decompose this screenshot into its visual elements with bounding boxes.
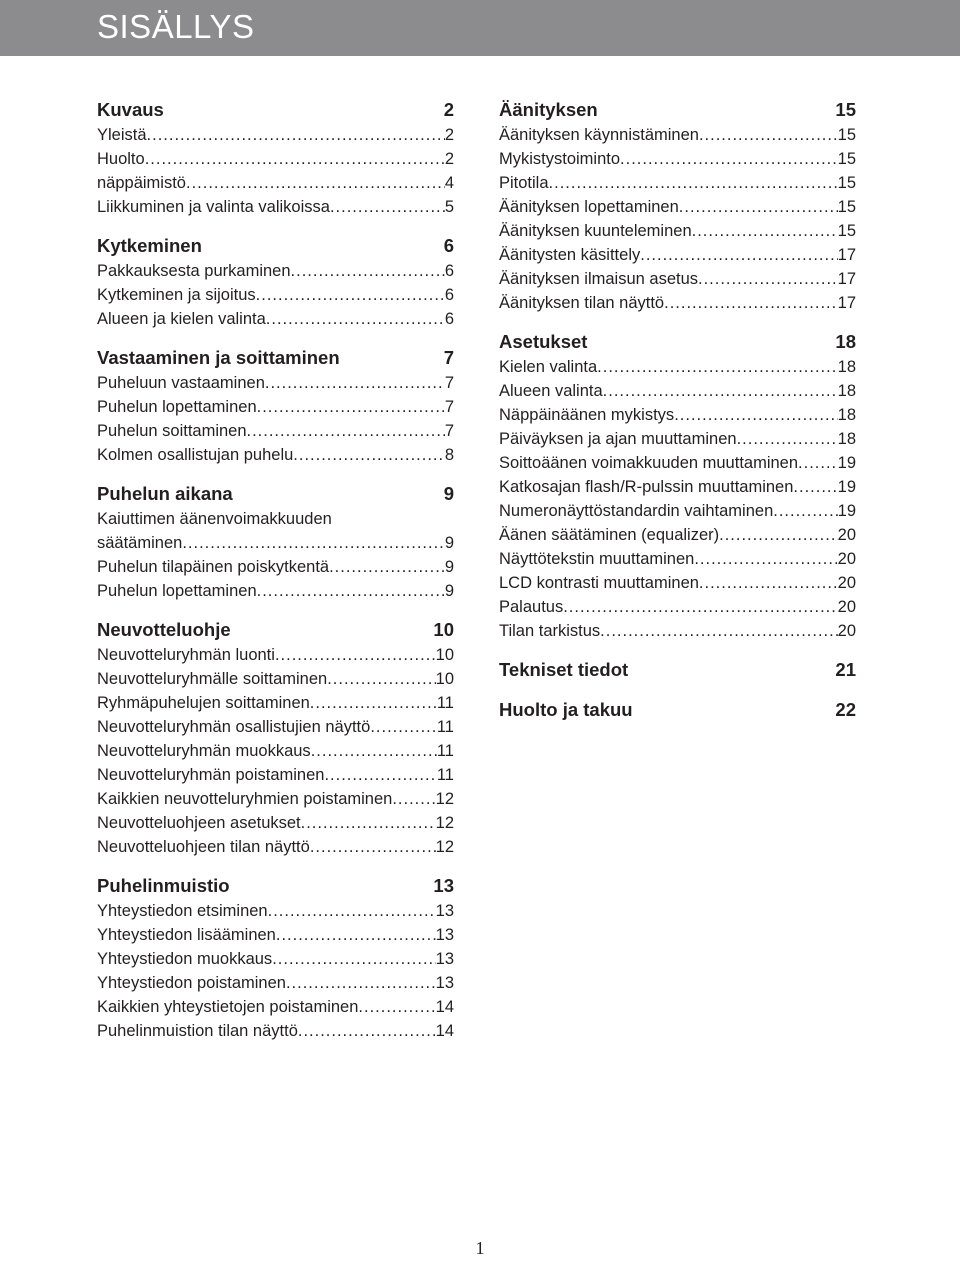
toc-entry-text: Puhelun lopettaminen — [97, 582, 257, 600]
toc-entry-page: 18 — [837, 430, 856, 448]
section-page: 6 — [443, 235, 454, 256]
toc-entry-text: Mykistystoiminto — [499, 150, 621, 168]
toc-section — [499, 96, 856, 315]
dot-leader — [699, 123, 838, 147]
dot-leader — [330, 195, 445, 219]
section-title: Huolto ja takuu — [499, 699, 633, 720]
section-page: 22 — [835, 699, 856, 720]
toc-entry-page: 13 — [435, 950, 454, 968]
toc-entry — [499, 547, 856, 571]
section-heading — [97, 96, 454, 123]
section-title: Kuvaus — [97, 99, 164, 120]
toc-entry-page: 17 — [837, 270, 856, 288]
section-title: Äänityksen — [499, 99, 598, 120]
section-page: 15 — [835, 99, 856, 120]
toc-entry — [499, 291, 856, 315]
dot-leader — [692, 219, 838, 243]
dot-leader — [640, 243, 837, 267]
dot-leader — [257, 579, 445, 603]
toc-entry-text: Puhelun tilapäinen poiskytkentä — [97, 558, 330, 576]
toc-entry-page: 10 — [435, 670, 454, 688]
toc-entry-text: Neuvotteluryhmän muokkaus — [97, 742, 311, 760]
toc-section — [97, 480, 454, 603]
toc-entry-text: Äänityksen tilan näyttö — [499, 294, 665, 312]
toc-entry — [499, 523, 856, 547]
toc-entry — [97, 787, 454, 811]
toc-entry-page: 19 — [837, 502, 856, 520]
toc-entry-page: 19 — [837, 454, 856, 472]
section-page: 21 — [835, 659, 856, 680]
toc-entry-page: 8 — [444, 446, 454, 464]
toc-entry — [97, 395, 454, 419]
section-page: 10 — [433, 619, 454, 640]
dot-leader — [329, 555, 445, 579]
toc-entry-text: Numeronäyttöstandardin vaihtaminen — [499, 502, 774, 520]
toc-entry — [97, 715, 454, 739]
toc-entry — [97, 579, 454, 603]
toc-entry-page: 14 — [435, 998, 454, 1016]
toc-entry — [499, 403, 856, 427]
section-heading — [499, 656, 856, 683]
section-title: Asetukset — [499, 331, 588, 352]
toc-entry-text: Kaikkien yhteystietojen poistaminen — [97, 998, 359, 1016]
toc-section — [97, 344, 454, 467]
dot-leader — [549, 171, 838, 195]
toc-entry-page: 9 — [444, 558, 454, 576]
toc-entry — [97, 691, 454, 715]
dot-leader — [145, 147, 445, 171]
toc-entry-page: 6 — [444, 286, 454, 304]
toc-entry-text: Yhteystiedon etsiminen — [97, 902, 268, 920]
section-title: Neuvotteluohje — [97, 619, 231, 640]
toc-left-column — [97, 96, 454, 1056]
dot-leader — [266, 307, 445, 331]
dot-leader — [698, 267, 838, 291]
section-title: Puhelinmuistio — [97, 875, 230, 896]
dot-leader — [310, 691, 437, 715]
toc-entry-text: Äänityksen ilmaisun asetus — [499, 270, 699, 288]
toc-entry-text: Puhelun lopettaminen — [97, 398, 257, 416]
toc-entry-page: 11 — [436, 694, 454, 712]
toc-entry — [499, 451, 856, 475]
dot-leader — [147, 123, 445, 147]
section-page: 18 — [835, 331, 856, 352]
dot-leader — [793, 475, 837, 499]
toc-entry-text: Palautus — [499, 598, 564, 616]
toc-entry-text: Liikkuminen ja valinta valikoissa — [97, 198, 330, 216]
dot-leader — [298, 1019, 436, 1043]
dot-leader — [674, 403, 837, 427]
section-heading — [97, 872, 454, 899]
toc-entry-text: säätäminen — [97, 534, 183, 552]
dot-leader — [272, 947, 435, 971]
toc-entry-page: 12 — [435, 790, 454, 808]
dot-leader — [293, 443, 445, 467]
toc-section — [97, 616, 454, 859]
dot-leader — [310, 835, 436, 859]
dot-leader — [679, 195, 838, 219]
toc-entry — [499, 379, 856, 403]
toc-entry — [97, 899, 454, 923]
dot-leader — [286, 971, 436, 995]
toc-entry-text: Neuvotteluryhmälle soittaminen — [97, 670, 328, 688]
toc-entry-page: 18 — [837, 382, 856, 400]
toc-entry-text: Yhteystiedon lisääminen — [97, 926, 276, 944]
toc-entry-page: 15 — [837, 174, 856, 192]
toc-entry-page: 4 — [444, 174, 454, 192]
toc-entry-page: 15 — [837, 126, 856, 144]
toc-entry-page: 18 — [837, 406, 856, 424]
dot-leader — [773, 499, 837, 523]
toc-entry-page: 20 — [837, 526, 856, 544]
dot-leader — [327, 667, 435, 691]
dot-leader — [563, 595, 837, 619]
toc-entry-page: 17 — [837, 294, 856, 312]
title-bar — [0, 0, 960, 56]
dot-leader — [265, 371, 445, 395]
toc-entry — [499, 267, 856, 291]
page-number: 1 — [475, 1238, 485, 1258]
toc-entry-page: 2 — [444, 150, 454, 168]
section-heading — [97, 616, 454, 643]
dot-leader — [324, 763, 436, 787]
toc-entry — [499, 147, 856, 171]
toc-entry-text: Äänityksen lopettaminen — [499, 198, 679, 216]
toc-entry-text: Kaiuttimen äänenvoimakkuuden — [97, 510, 332, 528]
toc-entry-page: 7 — [444, 422, 454, 440]
toc-entry-page: 13 — [435, 974, 454, 992]
toc-entry — [97, 923, 454, 947]
dot-leader — [186, 171, 445, 195]
toc-entry-text: Katkosajan flash/R-pulssin muuttaminen — [499, 478, 794, 496]
toc-entry-page: 10 — [435, 646, 454, 664]
toc-entry — [97, 307, 454, 331]
toc-entry-page: 17 — [837, 246, 856, 264]
toc-entry-page: 20 — [837, 574, 856, 592]
toc-section — [499, 328, 856, 643]
section-title: Vastaaminen ja soittaminen — [97, 347, 340, 368]
dot-leader — [358, 995, 435, 1019]
dot-leader — [247, 419, 445, 443]
toc-entry-page: 15 — [837, 198, 856, 216]
toc-entry — [97, 555, 454, 579]
section-page: 9 — [443, 483, 454, 504]
toc-entry — [499, 219, 856, 243]
dot-leader — [603, 379, 838, 403]
section-heading — [97, 232, 454, 259]
toc-entry — [97, 1019, 454, 1043]
toc-entry-text: Yhteystiedon muokkaus — [97, 950, 273, 968]
toc-entry — [499, 595, 856, 619]
dot-leader — [620, 147, 838, 171]
dot-leader — [256, 283, 445, 307]
dot-leader — [392, 787, 435, 811]
toc-entry-text: Päiväyksen ja ajan muuttaminen — [499, 430, 737, 448]
toc-entry — [97, 835, 454, 859]
toc-entry-page: 7 — [444, 398, 454, 416]
toc-entry-page: 5 — [444, 198, 454, 216]
toc-entry-text: Neuvotteluryhmän osallistujien näyttö — [97, 718, 371, 736]
toc-entry-text: Äänitysten käsittely — [499, 246, 641, 264]
toc-entry-page: 14 — [435, 1022, 454, 1040]
dot-leader — [257, 395, 445, 419]
toc-entry-text: Kolmen osallistujan puhelu — [97, 446, 294, 464]
toc-entry-text: Yleistä — [97, 126, 147, 144]
toc-entry-text: Soittoäänen voimakkuuden muuttaminen — [499, 454, 799, 472]
dot-leader — [798, 451, 838, 475]
toc-section — [97, 96, 454, 219]
dot-leader — [719, 523, 838, 547]
toc-entry-text: Kielen valinta — [499, 358, 598, 376]
toc-entry-page: 2 — [444, 126, 454, 144]
dot-leader — [276, 923, 436, 947]
toc-entry-page: 11 — [436, 742, 454, 760]
toc-entry — [97, 443, 454, 467]
toc-entry — [97, 283, 454, 307]
toc-entry-text: Tilan tarkistus — [499, 622, 601, 640]
toc-entry-page: 6 — [444, 310, 454, 328]
toc-entry-text: Kaikkien neuvotteluryhmien poistaminen — [97, 790, 393, 808]
toc-entry-text: Ryhmäpuhelujen soittaminen — [97, 694, 310, 712]
section-page: 13 — [433, 875, 454, 896]
dot-leader — [291, 259, 445, 283]
toc-entry — [499, 123, 856, 147]
toc-entry — [97, 971, 454, 995]
toc-entry-page: 12 — [435, 814, 454, 832]
toc-entry-text: Pakkauksesta purkaminen — [97, 262, 291, 280]
toc-entry — [499, 195, 856, 219]
toc-entry — [499, 571, 856, 595]
toc-entry — [499, 243, 856, 267]
section-title: Puhelun aikana — [97, 483, 233, 504]
toc-entry — [97, 171, 454, 195]
dot-leader — [664, 291, 838, 315]
toc-entry — [97, 811, 454, 835]
toc-entry — [97, 123, 454, 147]
toc-entry-text: Näppäinäänen mykistys — [499, 406, 675, 424]
toc-entry — [97, 995, 454, 1019]
toc-entry — [97, 419, 454, 443]
toc-entry-page: 15 — [837, 150, 856, 168]
toc-entry-text: Neuvotteluohjeen tilan näyttö — [97, 838, 310, 856]
toc-section — [499, 696, 856, 723]
dot-leader — [600, 619, 837, 643]
toc-entry-page: 19 — [837, 478, 856, 496]
toc-entry-page: 12 — [435, 838, 454, 856]
toc-entry-text: Kytkeminen ja sijoitus — [97, 286, 256, 304]
section-page: 2 — [443, 99, 454, 120]
toc-entry-page: 20 — [837, 598, 856, 616]
toc-entry-text: LCD kontrasti muuttaminen — [499, 574, 699, 592]
toc-entry-text: Puhelun soittaminen — [97, 422, 247, 440]
section-page: 7 — [443, 347, 454, 368]
dot-leader — [597, 355, 837, 379]
toc-entry — [499, 475, 856, 499]
toc-section — [499, 656, 856, 683]
toc-entry-text: Näyttötekstin muuttaminen — [499, 550, 695, 568]
toc-entry — [97, 259, 454, 283]
toc-entry-text: Puheluun vastaaminen — [97, 374, 265, 392]
toc-entry-text: Pitotila — [499, 174, 549, 192]
toc-entry — [499, 499, 856, 523]
toc-entry — [97, 739, 454, 763]
toc-entry-text: näppäimistö — [97, 174, 186, 192]
section-heading — [97, 344, 454, 371]
section-title: Kytkeminen — [97, 235, 202, 256]
toc-entry — [97, 195, 454, 219]
toc-entry — [97, 147, 454, 171]
dot-leader — [311, 739, 437, 763]
section-heading — [97, 480, 454, 507]
section-title: Tekniset tiedot — [499, 659, 629, 680]
toc-entry-page: 9 — [444, 534, 454, 552]
toc-entry-page: 11 — [436, 766, 454, 784]
toc-entry — [499, 171, 856, 195]
toc-entry-text: Äänen säätäminen (equalizer) — [499, 526, 720, 544]
toc-entry-page: 7 — [444, 374, 454, 392]
dot-leader — [182, 531, 445, 555]
toc-entry — [97, 371, 454, 395]
toc-entry-text: Yhteystiedon poistaminen — [97, 974, 286, 992]
toc-entry-text: Neuvotteluryhmän luonti — [97, 646, 275, 664]
toc-entry — [97, 667, 454, 691]
toc-entry-page: 13 — [435, 926, 454, 944]
dot-leader — [268, 899, 436, 923]
dot-leader — [275, 643, 436, 667]
dot-leader — [694, 547, 837, 571]
toc-entry-page: 13 — [435, 902, 454, 920]
toc-entry-page: 9 — [444, 582, 454, 600]
toc-entry-text: Äänityksen käynnistäminen — [499, 126, 699, 144]
toc-entry-page: 20 — [837, 622, 856, 640]
toc-entry-page: 20 — [837, 550, 856, 568]
section-heading — [499, 328, 856, 355]
toc-right-column — [499, 96, 856, 736]
dot-leader — [737, 427, 838, 451]
toc-entry — [499, 427, 856, 451]
toc-section — [97, 232, 454, 331]
toc-entry-page: 18 — [837, 358, 856, 376]
toc-entry — [97, 531, 454, 555]
page-title: SISÄLLYS — [97, 8, 255, 45]
section-heading — [499, 696, 856, 723]
toc-entry — [499, 355, 856, 379]
toc-entry — [97, 947, 454, 971]
dot-leader — [699, 571, 838, 595]
toc-entry — [97, 763, 454, 787]
toc-entry-text: Äänityksen kuunteleminen — [499, 222, 692, 240]
toc-entry-text: Neuvotteluohjeen asetukset — [97, 814, 301, 832]
toc-entry-text: Huolto — [97, 150, 145, 168]
toc-entry-text: Neuvotteluryhmän poistaminen — [97, 766, 325, 784]
dot-leader — [370, 715, 437, 739]
toc-entry-page: 6 — [444, 262, 454, 280]
toc-entry — [499, 619, 856, 643]
section-heading — [499, 96, 856, 123]
dot-leader — [301, 811, 436, 835]
toc-entry-page: 15 — [837, 222, 856, 240]
toc-entry-page: 11 — [436, 718, 454, 736]
toc-entry-text: Alueen ja kielen valinta — [97, 310, 266, 328]
toc-entry-text: Alueen valinta — [499, 382, 603, 400]
toc-section — [97, 872, 454, 1043]
toc-entry — [97, 643, 454, 667]
toc-entry-text: Puhelinmuistion tilan näyttö — [97, 1022, 298, 1040]
